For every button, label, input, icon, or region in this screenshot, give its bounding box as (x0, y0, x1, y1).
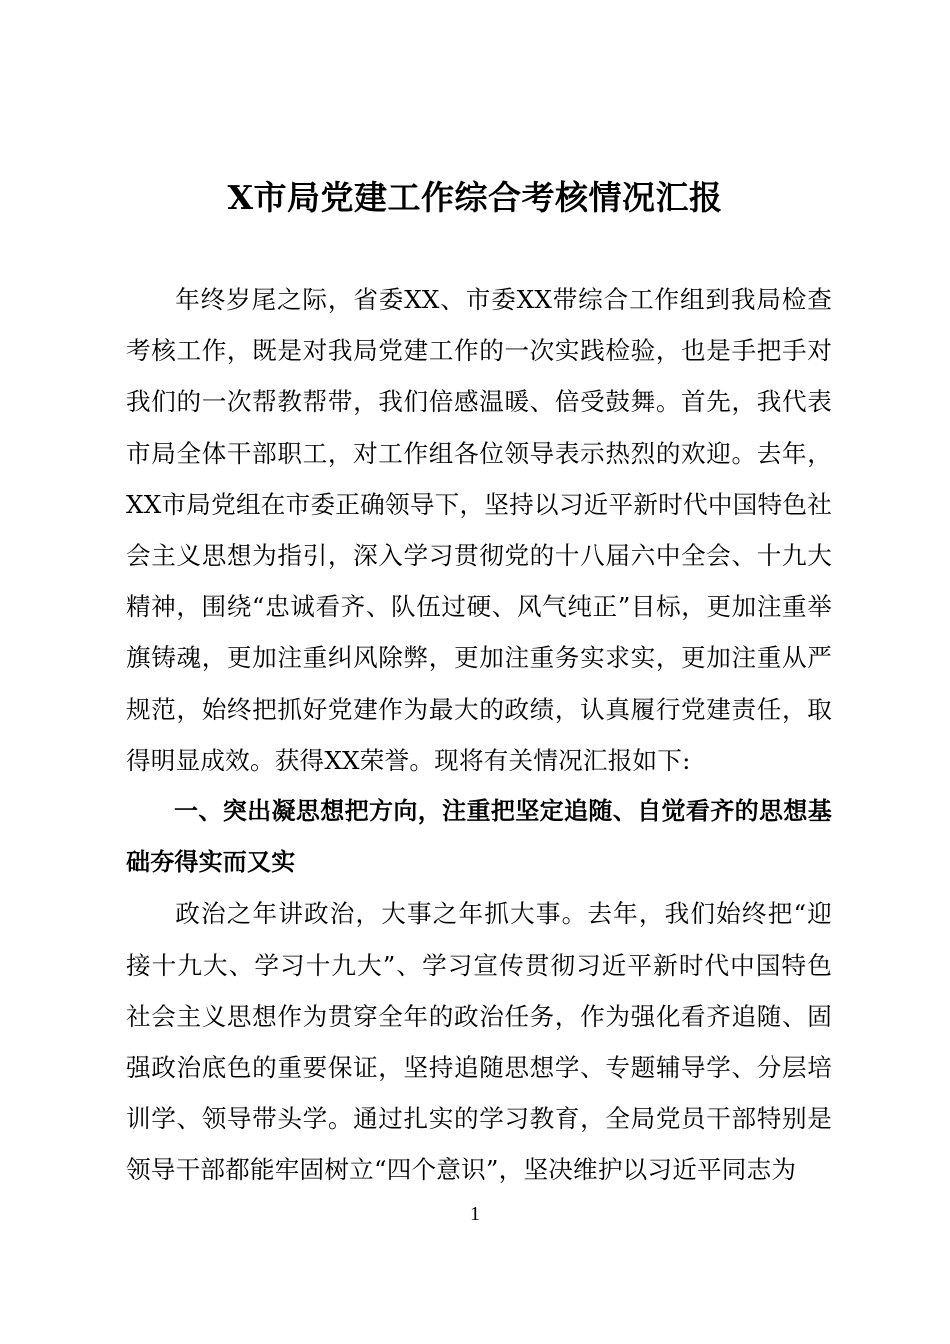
intro-paragraph: 年终岁尾之际，省委XX、市委XX带综合工作组到我局检查考核工作，既是对我局党建工作的一次实践检验，也是手把手对我们的一次帮教帮带，我们倍感温暖、倍受鼓舞。首先，我代表市局全体干部职工，对工作组各位领导表示热烈的欢迎。去年，XX市局党组在市委正确领导下，坚持以习近平新时代中国特色社会主义思想为指引，深入学习贯彻党的十八届六中全会、十九大精神，围绕“忠诚看齐、队伍过硬、风气纯正”目标，更加注重举旗铸魂，更加注重纠风除弊，更加注重务实求实，更加注重从严规范，始终把抓好党建作为最大的政绩，认真履行党建责任，取得明显成效。获得XX荣誉。现将有关情况汇报如下: (126, 285, 832, 775)
section-heading-1: 一、突出凝思想把方向，注重把坚定追随、自觉看齐的思想基础夯得实而又实 (126, 797, 832, 877)
document-body (126, 274, 832, 1196)
page-number: 1 (470, 1203, 480, 1225)
document-title: X市局党建工作综合考核情况汇报 (227, 178, 723, 217)
section-1-paragraph: 政治之年讲政治，大事之年抓大事。去年，我们始终把“迎接十九大、学习十九大”、学习宣传贯彻习近平新时代中国特色社会主义思想作为贯穿全年的政治任务，作为强化看齐追随、固强政治底色的重要保证，坚持追随思想学、专题辅导学、分层培训学、领导带头学。通过扎实的学习教育，全局党员干部特别是领导干部都能牢固树立“四个意识”，坚决维护以习近平同志为 (126, 899, 832, 1185)
